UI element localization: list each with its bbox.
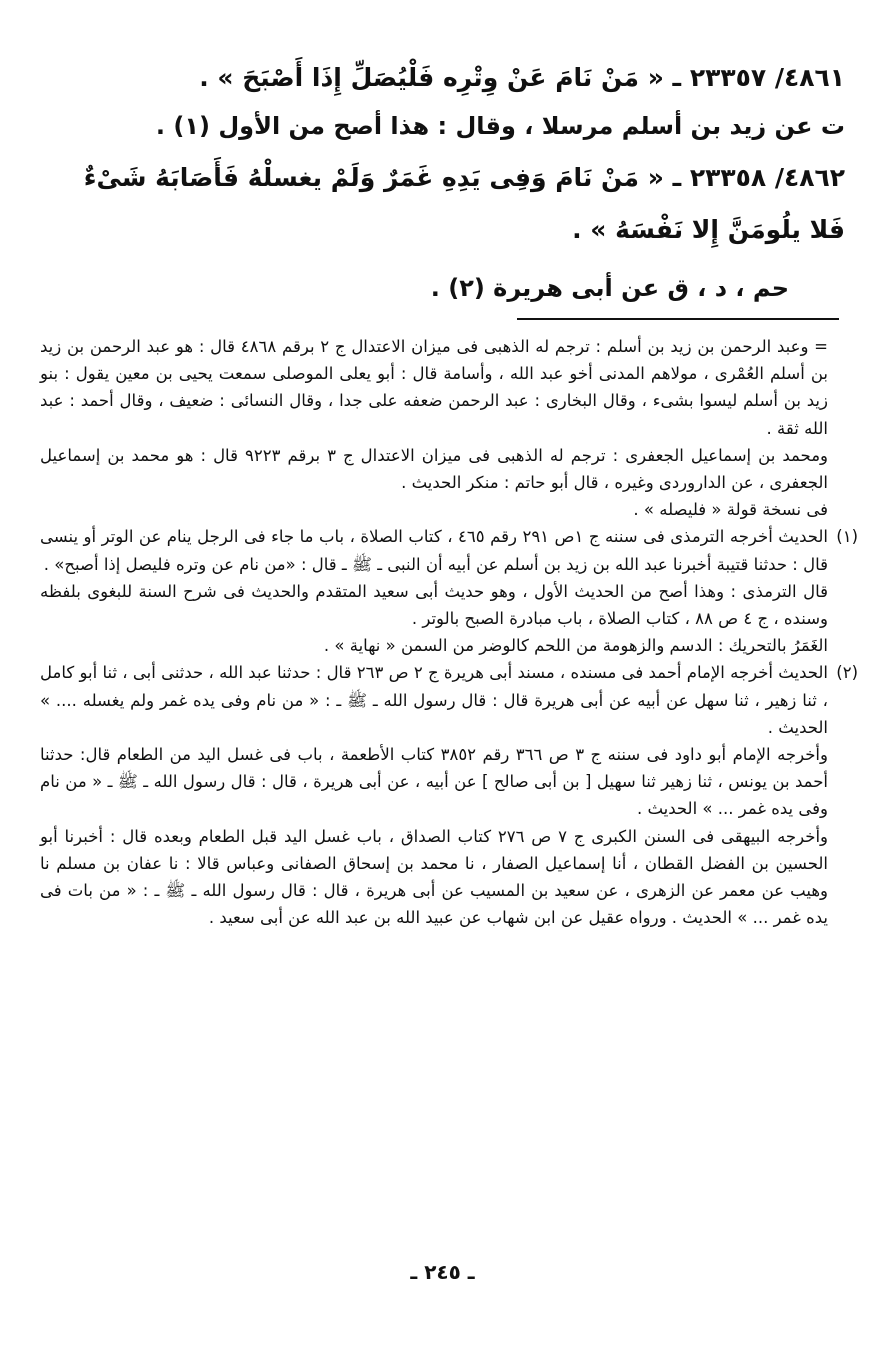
footnote-1 <box>40 523 858 577</box>
hadith-4861: ٤٨٦١/ ٢٣٣٥٧ ـ « مَنْ نَامَ عَنْ وِتْرِه فَلْيُصَلِّ إِذَا أَصْبَحَ » . <box>199 63 845 92</box>
footnote-1-paragraph: قال الترمذى : وهذا أصح من الحديث الأول ، وهو حديث أبى سعيد المتقدم والحديث فى شرح السنة للبغوى بلفظه وسنده ، ج ٤ ص ٨٨ ، كتاب الصلاة ، باب مبادرة الصبح بالوتر . <box>40 581 828 629</box>
footnote-continuation-paragraph: فى نسخة قولة « فليصله » . <box>633 500 828 520</box>
footnote-2-number: (٢) <box>836 663 858 683</box>
footnote-2 <box>40 659 858 741</box>
hadith-4861-source: ت عن زيد بن أسلم مرسلا ، وقال : هذا أصح من الأول (١) . <box>155 112 845 140</box>
footnote-continuation-paragraph: ومحمد بن إسماعيل الجعفرى : ترجم له الذهبى فى ميزان الاعتدال ج ٣ برقم ٩٢٢٣ قال : هو محمد بن إسماعيل الجعفرى ، عن الداروردى وغيره ، قال أبو حاتم : منكر الحديث . <box>40 445 828 493</box>
footnote-1-text: الحديث أخرجه الترمذى فى سننه ج ١ص ٢٩١ رقم ٤٦٥ ، كتاب الصلاة ، باب ما جاء فى الرجل ينام عن الوتر أو ينسى قال : حدثنا قتيبة أخبرنا عبد الله بن زيد بن أسلم عن أبيه أن النبى ـ ﷺ ـ قال : «من نام عن وتره فليصل إذا أصبح» . <box>40 527 828 574</box>
footnote-separator <box>517 318 839 320</box>
hadith-4862-source: حم ، د ، ق عن أبى هريرة (٢) . <box>430 274 789 302</box>
footnote-1-number: (١) <box>836 527 858 547</box>
footnotes <box>40 333 858 931</box>
footnote-1-paragraph: الغَمَرُ بالتحريك : الدسم والزهومة من اللحم كالوضر من السمن « نهاية » . <box>323 636 828 656</box>
footnote-continuation-paragraph: = وعبد الرحمن بن زيد بن أسلم : ترجم له الذهبى فى ميزان الاعتدال ج ٢ برقم ٤٨٦٨ قال : هو عبد الرحمن بن زيد بن أسلم العُمْرى ، مولاهم المدنى أخو عبد الله ، وأسامة قال : أبو يعلى الموصلى سمعت يحيى بن معين يقول : بنو زيد بن أسلم ليسوا بشىء ، وقال البخارى : عبد الرحمن ضعفه على جدا ، وقال النسائى : ضعيف ، وقال أحمد : عبد الله ثقة . <box>40 337 828 438</box>
footnote-2-text: الحديث أخرجه الإمام أحمد فى مسنده ، مسند أبى هريرة ج ٢ ص ٢٦٣ قال : حدثنا عبد الله ، حدثنى أبى ، ثنا أبو كامل ، ثنا زهير ، ثنا سهل عن أبيه عن أبى هريرة قال : قال رسول الله ـ ﷺ ـ : « من نام وفى يده غمر ولم يغسله .... » الحديث . <box>40 663 828 737</box>
main-hadith-text <box>40 56 845 310</box>
hadith-4862: ٤٨٦٢/ ٢٣٣٥٨ ـ « مَنْ نَامَ وَفِى يَدِهِ غَمَرٌ وَلَمْ يغسلْهُ فَأَصَابَهُ شَىْءٌ فَلا يلُومَنَّ إِلا نَفْسَهُ » . <box>83 163 845 244</box>
page-number: ـ ٢٤٥ ـ <box>410 1260 475 1284</box>
footnote-2-paragraph: وأخرجه البيهقى فى السنن الكبرى ج ٧ ص ٢٧٦ كتاب الصداق ، باب غسل اليد قبل الطعام وبعده قال : أخبرنا أبو الحسين بن الفضل القطان ، أنا إسماعيل الصفار ، نا محمد بن إسحاق الصفانى وعباس قالا : نا عفان بن مسلم نا وهيب عن معمر عن الزهرى ، عن سعيد بن المسيب عن أبى هريرة ، قال : قال رسول الله ـ ﷺ ـ : « من بات فى يده غمر ... » الحديث . ورواه عقيل عن ابن شهاب عن عبيد الله بن عبد الله عن أبى سعيد . <box>40 826 828 928</box>
footnote-2-paragraph: وأخرجه الإمام أبو داود فى سننه ج ٣ ص ٣٦٦ رقم ٣٨٥٢ كتاب الأطعمة ، باب فى غسل اليد من الطعام قال: حدثنا أحمد بن يونس ، ثنا زهير ثنا سهيل [ بن أبى صالح ] عن أبيه ، عن أبى هريرة ، قال : قال رسول الله ـ ﷺ ـ « من نام وفى يده غمر ... » الحديث . <box>40 745 828 819</box>
